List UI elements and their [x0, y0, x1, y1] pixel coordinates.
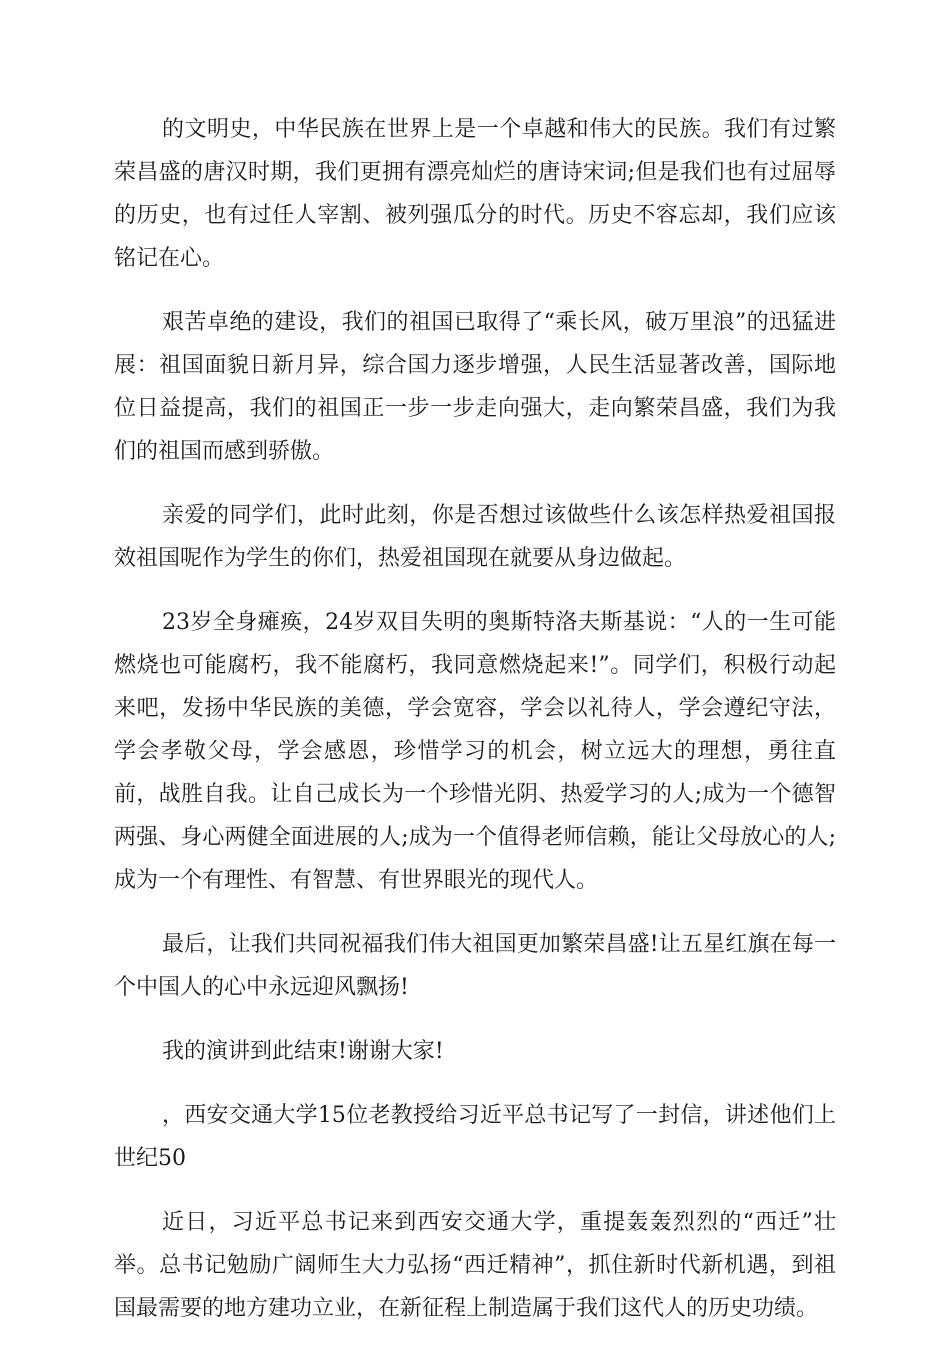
paragraph-address-students: 亲爱的同学们，此时此刻，你是否想过该做些什么该怎样热爱祖国报效祖国呢作为学生的你们，热爱祖国现在就要从身边做起。	[114, 503, 836, 571]
paragraph-closing-wish: 最后，让我们共同祝福我们伟大祖国更加繁荣昌盛!让五星红旗在每一个中国人的心中永远迎风飘扬!	[114, 932, 836, 1000]
paragraph-ostrovsky-quote: 23岁全身瘫痪，24岁双目失明的奥斯特洛夫斯基说：“人的一生可能燃烧也可能腐朽，我不能腐朽，我同意燃烧起来!”。同学们，积极行动起来吧，发扬中华民族的美德，学会宽容，学会以礼待人，学会遵纪守法，学会孝敬父母，学会感恩，珍惜学习的机会，树立远大的理想，勇往直前，战胜自我。让自己成长为一个珍惜光阴、热爱学习的人;成为一个德智两强、身心两健全面进展的人;成为一个值得老师信赖，能让父母放心的人;成为一个有理性、有智慧、有世界眼光的现代人。	[114, 610, 836, 893]
paragraph-construction-progress: 艰苦卓绝的建设，我们的祖国已取得了“乘长风，破万里浪”的迅猛进展：祖国面貌日新月异，综合国力逐步增强，人民生活显著改善，国际地位日益提高，我们的祖国正一步一步走向强大，走向繁荣昌盛，我们为我们的祖国而感到骄傲。	[114, 310, 836, 464]
paragraph-xian-jiaotong-visit: 近日，习近平总书记来到西安交通大学，重提轰轰烈烈的“西迁”壮举。总书记勉励广阔师生大力弘扬“西迁精神”，抓住新时代新机遇，到祖国最需要的地方建功立业，在新征程上制造属于我们这代人的历史功绩。	[114, 1210, 836, 1321]
paragraph-professors-letter: ，西安交通大学15位老教授给习近平总书记写了一封信，讲述他们上世纪50	[114, 1103, 836, 1171]
paragraph-speech-end: 我的演讲到此结束!谢谢大家!	[162, 1039, 444, 1064]
paragraph-civilization-history: 的文明史，中华民族在世界上是一个卓越和伟大的民族。我们有过繁荣昌盛的唐汉时期，我们更拥有漂亮灿烂的唐诗宋词;但是我们也有过屈辱的历史，也有过任人宰割、被列强瓜分的时代。历史不容忘却，我们应该铭记在心。	[114, 117, 836, 271]
document-body	[114, 108, 836, 1351]
